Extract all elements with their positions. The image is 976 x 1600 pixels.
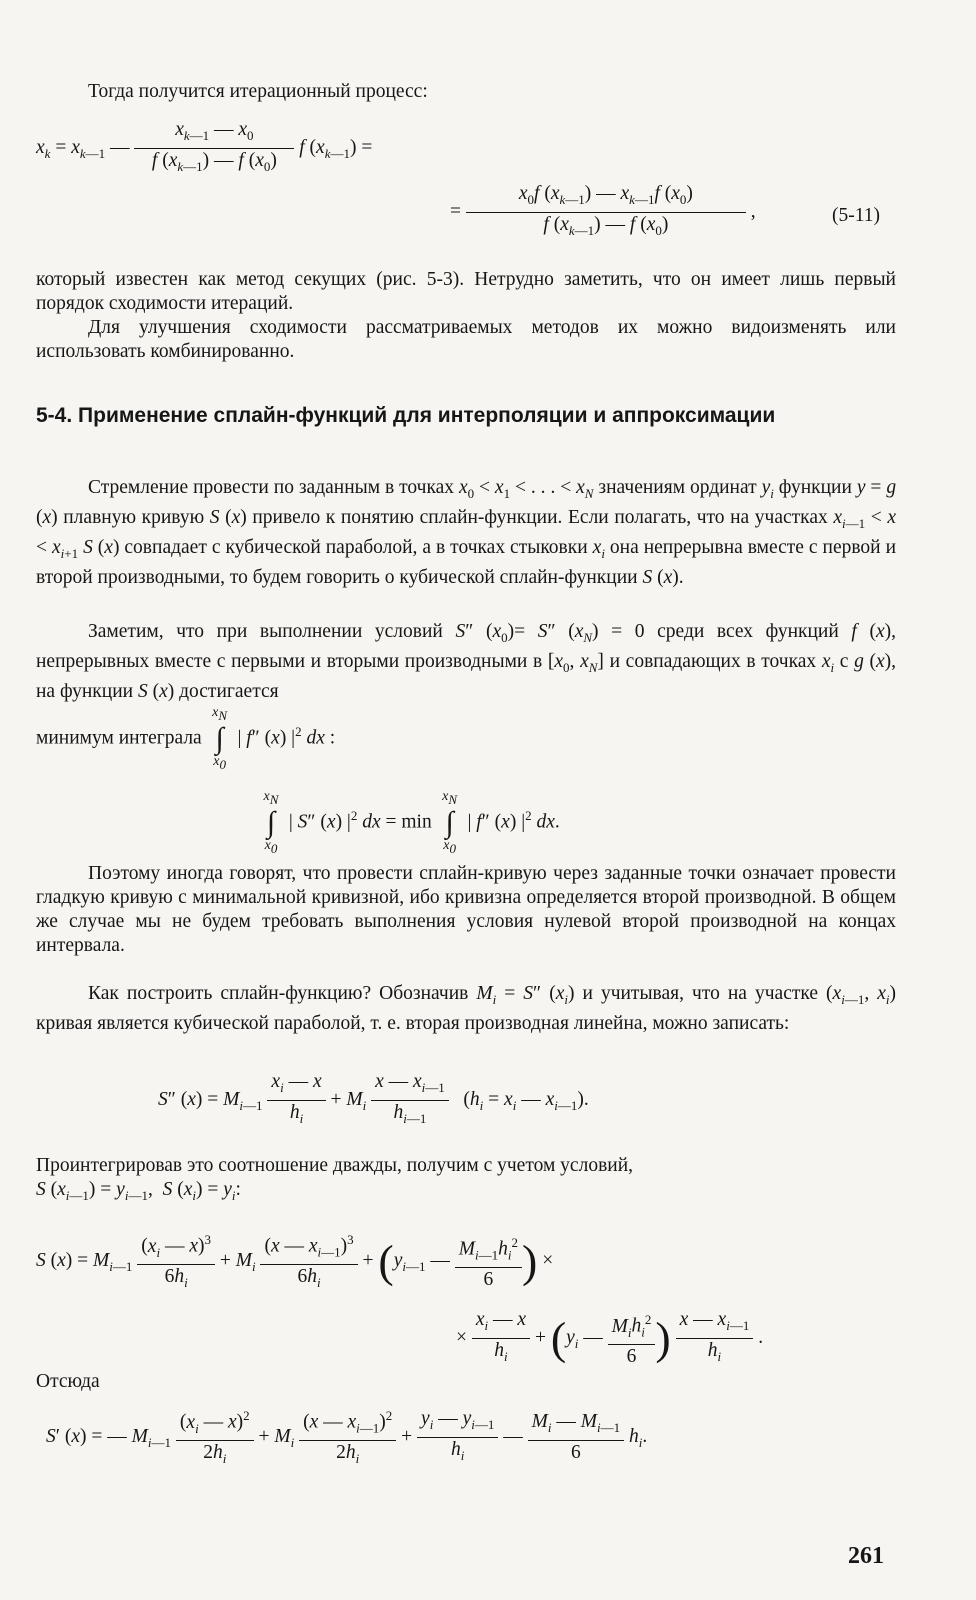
improve-paragraph: Для улучшения сходимости рассматриваемых методов их можно видоизменять или использовать комбинированно.	[36, 317, 896, 362]
equation-first-derivative: S′ (x) = — $M_{i—1}$ $\frac{(x_i — x)^2}{2h_i}$ + $M_i$ $\frac{(x — x_{i—1})^2}{2h_i}$ + $\frac{y_i — y_{i—1}}{h_i}$ — $\frac{M_i — M_{i—1}}{6}$ $h_i$.	[46, 1404, 647, 1471]
equation-spline-line-2: × $\frac{x_i — x}{h_i}$ + ($y_i$ — $\frac{M_ih_i^2}{6}$ ) $\frac{x — x_{i—1}}{h_i}$ .	[456, 1309, 764, 1368]
equation-second-derivative: S″ $(x) = M_{i—1}$ $\frac{x_i — x}{h_i}$ + $M_i$ $\frac{x — x_{i—1}}{h_{i—1}}$ ($h_i = x_i$ — $x_{i—1}$).	[158, 1071, 589, 1126]
hence-label: Отсюда	[36, 1371, 100, 1392]
equation-5-11-line-1: $x_k = x_{k—1}$ — $\frac{x_{k—1} — x_0}{f (x_{k—1}) — f (x_0)}$ f $(x_{k—1})$ =	[36, 119, 373, 174]
build-paragraph: Как построить сплайн-функцию? Обозначив $M_i = S''$ $(x_i)$ и учитывая, что на участке ($x_{i—1}$, $x_i$) кривая является кубической параболой, т. е. вторая производная линейна, можно записать:	[36, 983, 896, 1034]
equation-5-11-line-2: = $\frac{x_0f (x_{k—1}) — x_{k—1}f (x_0)}{f (x_{k—1}) — f (x_0)}$ ,	[450, 183, 756, 238]
equation-integral-min: $x_N$ ∫ $x_0$ | S″ (x) $|^2$ dx = min $x_N$ ∫ $x_0$ | f″ (x) $|^2$ dx.	[263, 789, 560, 856]
minimum-paragraph: Заметим, что при выполнении условий S″ $(x_0)= S''$ $(x_N) = 0$ среди всех функций f (x), непрерывных вместе с первыми и вторыми производными в [$x_0$, $x_N$] и совпадающих в точках $x_i$ с g (x), на функции S (x) достигается	[36, 621, 897, 702]
intro-text: Тогда получится итерационный процесс:	[88, 81, 428, 102]
equation-label: (5-11)	[832, 205, 881, 226]
section-heading: 5-4. Применение сплайн-функций для интерполяции и аппроксимации	[36, 404, 776, 427]
page-number: 261	[848, 1543, 884, 1569]
minimum-integral-line: минимум интеграла $x_N$ ∫ $x_0$ | f″ (x) $|^2$ dx :	[36, 705, 336, 772]
equation-spline-line-1: S $(x) = M_{i—1}$ $\frac{(x_i — x)^3}{6h_i}$ + $M_i$ $\frac{(x — x_{i—1})^3}{6h_i}$ + ($y_{i—1}$ — $\frac{M_{i—1}h_i^2}{6}$ ) ×	[36, 1228, 553, 1295]
integrated-paragraph: Проинтегрировав это соотношение дважды, получим с учетом условий, S $(x_{i—1}) = y_{i—1}$, S $(x_i) = y_i$:	[36, 1155, 634, 1203]
secant-paragraph: который известен как метод секущих (рис. 5-3). Нетрудно заметить, что он имеет лишь первый порядок сходимости итераций.	[36, 269, 896, 314]
spline-paragraph: Стремление провести по заданным в точках $x_0 < x_1$ < . . . < $x_N$ значениям ординат $y_i$ функции y = g (x) плавную кривую S (x) привело к понятию сплайн-функции. Если полагать, что на участках $x_{i—1} < x < x_{i+1}$ S (x) совпадает с кубической параболой, а в точках стыковки $x_i$ она непрерывна вместе с первой и второй производными, то будем говорить о кубической сплайн-функции S (x).	[36, 477, 897, 588]
curvature-paragraph: Поэтому иногда говорят, что провести сплайн-кривую через заданные точки означает провести гладкую кривую с минимальной кривизной, ибо кривизна определяется второй производной. В общем же случае мы не будем требовать выполнения условия нулевой второй производной на концах интервала.	[36, 863, 896, 956]
